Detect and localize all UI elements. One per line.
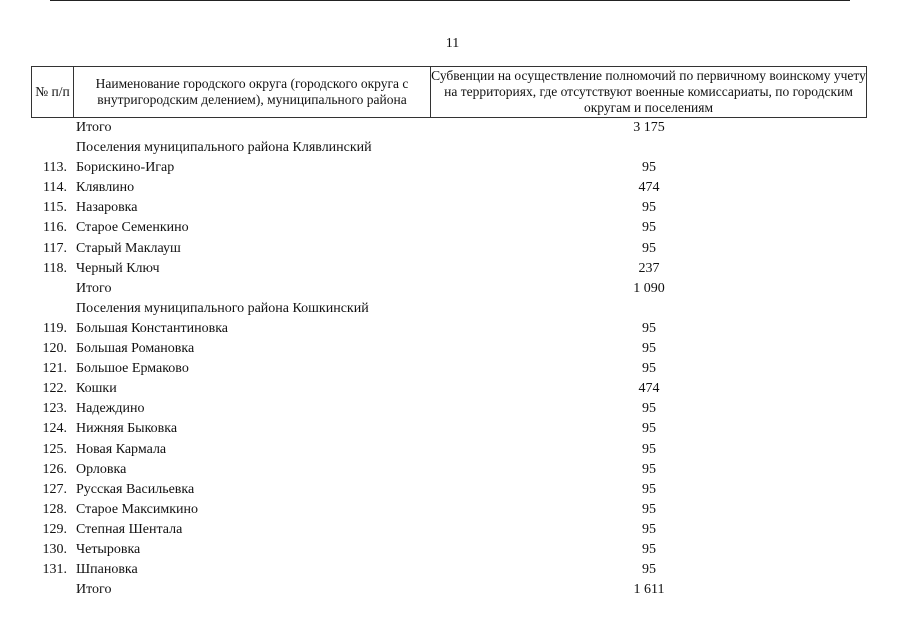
row-number: 117. [43,240,67,256]
table-header [31,66,867,118]
table-row [31,279,867,299]
table-row [31,580,867,600]
row-value: 474 [638,381,660,397]
table-row [31,299,867,319]
row-value: 3 175 [633,120,665,135]
row-number [31,118,75,138]
table-row [31,178,867,198]
row-name: Клявлино [76,180,135,196]
table-row [31,419,867,439]
row-number: 120. [42,341,67,357]
row-value: 95 [642,521,656,537]
row-value: 474 [638,180,660,196]
row-value: 95 [642,401,656,417]
table-row [31,440,867,460]
table-row [31,319,867,339]
row-value: 95 [642,160,656,176]
row-value: 95 [642,220,656,236]
row-name: Орловка [76,461,127,477]
row-number [31,279,75,299]
table-row [31,158,867,178]
table-row [31,460,867,480]
table-body [31,118,867,600]
row-value: 1 090 [633,280,665,296]
page-number: 11 [445,36,460,51]
row-value: 95 [642,541,656,557]
row-name: Старое Семенкино [76,220,189,236]
table-row [31,118,867,138]
row-name: Большое Ермаково [76,361,189,377]
row-number: 130. [42,541,67,557]
row-number: 122. [42,381,67,397]
row-value: 95 [642,501,656,517]
table-row [31,540,867,560]
row-number [31,138,75,158]
row-number: 113. [43,160,67,176]
row-value: 237 [638,260,660,276]
table-row [31,239,867,259]
subsidy-table [31,66,867,600]
row-name: Итого [76,582,112,598]
header-col-value: Субвенции на осуществление полномочий по первичному воинскому учету на территориях, где отсутствуют военные комиссариаты, по городским округам и поселениям [431,68,866,115]
row-number: 127. [42,481,67,497]
row-number: 129. [42,521,67,537]
table-row [31,138,867,158]
row-value: 1 611 [633,582,665,598]
row-name: Нижняя Быковка [76,421,178,437]
row-name: Шпановка [76,562,138,578]
row-number: 131. [42,562,67,578]
table-row [31,399,867,419]
row-value: 95 [642,481,656,497]
row-name: Назаровка [76,200,138,216]
row-number: 126. [42,461,67,477]
row-number: 128. [42,501,67,517]
row-name: Русская Васильевка [76,481,195,497]
row-name: Степная Шентала [76,521,183,537]
row-name: Большая Константиновка [76,320,229,336]
row-name: Черный Ключ [76,260,160,276]
row-value: 95 [642,200,656,216]
row-name: Кошки [76,381,117,397]
row-name: Новая Кармала [76,441,167,457]
table-row [31,520,867,540]
header-col-number: № п/п [32,67,74,117]
row-value: 95 [642,562,656,578]
row-number [31,299,75,319]
header-col-name: Наименование городского округа (городского округа с внутригородским делением), муниципального района [74,67,431,117]
table-row [31,480,867,500]
row-name: Большая Романовка [76,341,195,357]
row-value: 95 [642,361,656,377]
table-row [31,198,867,218]
table-row [31,359,867,379]
table-row [31,339,867,359]
table-row [31,218,867,238]
row-name: Борискино-Игар [76,160,175,176]
row-number: 114. [43,180,67,196]
row-value: 95 [642,421,656,437]
table-row [31,379,867,399]
table-row [31,560,867,580]
row-name: Четыровка [76,541,141,557]
row-name: Старое Максимкино [76,501,199,517]
row-name: Поселения муниципального района Клявлинский [76,140,372,156]
row-value: 95 [642,441,656,457]
row-number: 123. [42,401,67,417]
row-number: 119. [43,320,67,336]
row-value: 95 [642,341,656,357]
table-row [31,259,867,279]
row-value: 95 [642,320,656,336]
row-value: 95 [642,240,656,256]
row-number: 124. [42,421,67,437]
row-number: 118. [43,260,67,276]
row-number: 116. [43,220,67,236]
table-row [31,500,867,520]
row-number [31,580,75,600]
row-name: Поселения муниципального района Кошкинский [76,300,369,316]
row-name: Старый Маклауш [76,240,181,256]
row-number: 125. [42,441,67,457]
row-value [431,138,867,158]
row-name: Итого [76,120,112,135]
row-number: 121. [42,361,67,377]
row-value: 95 [642,461,656,477]
top-border-line [50,0,850,1]
row-name: Итого [76,280,112,296]
row-name: Надеждино [76,401,145,417]
row-value [431,299,867,319]
row-number: 115. [43,200,67,216]
